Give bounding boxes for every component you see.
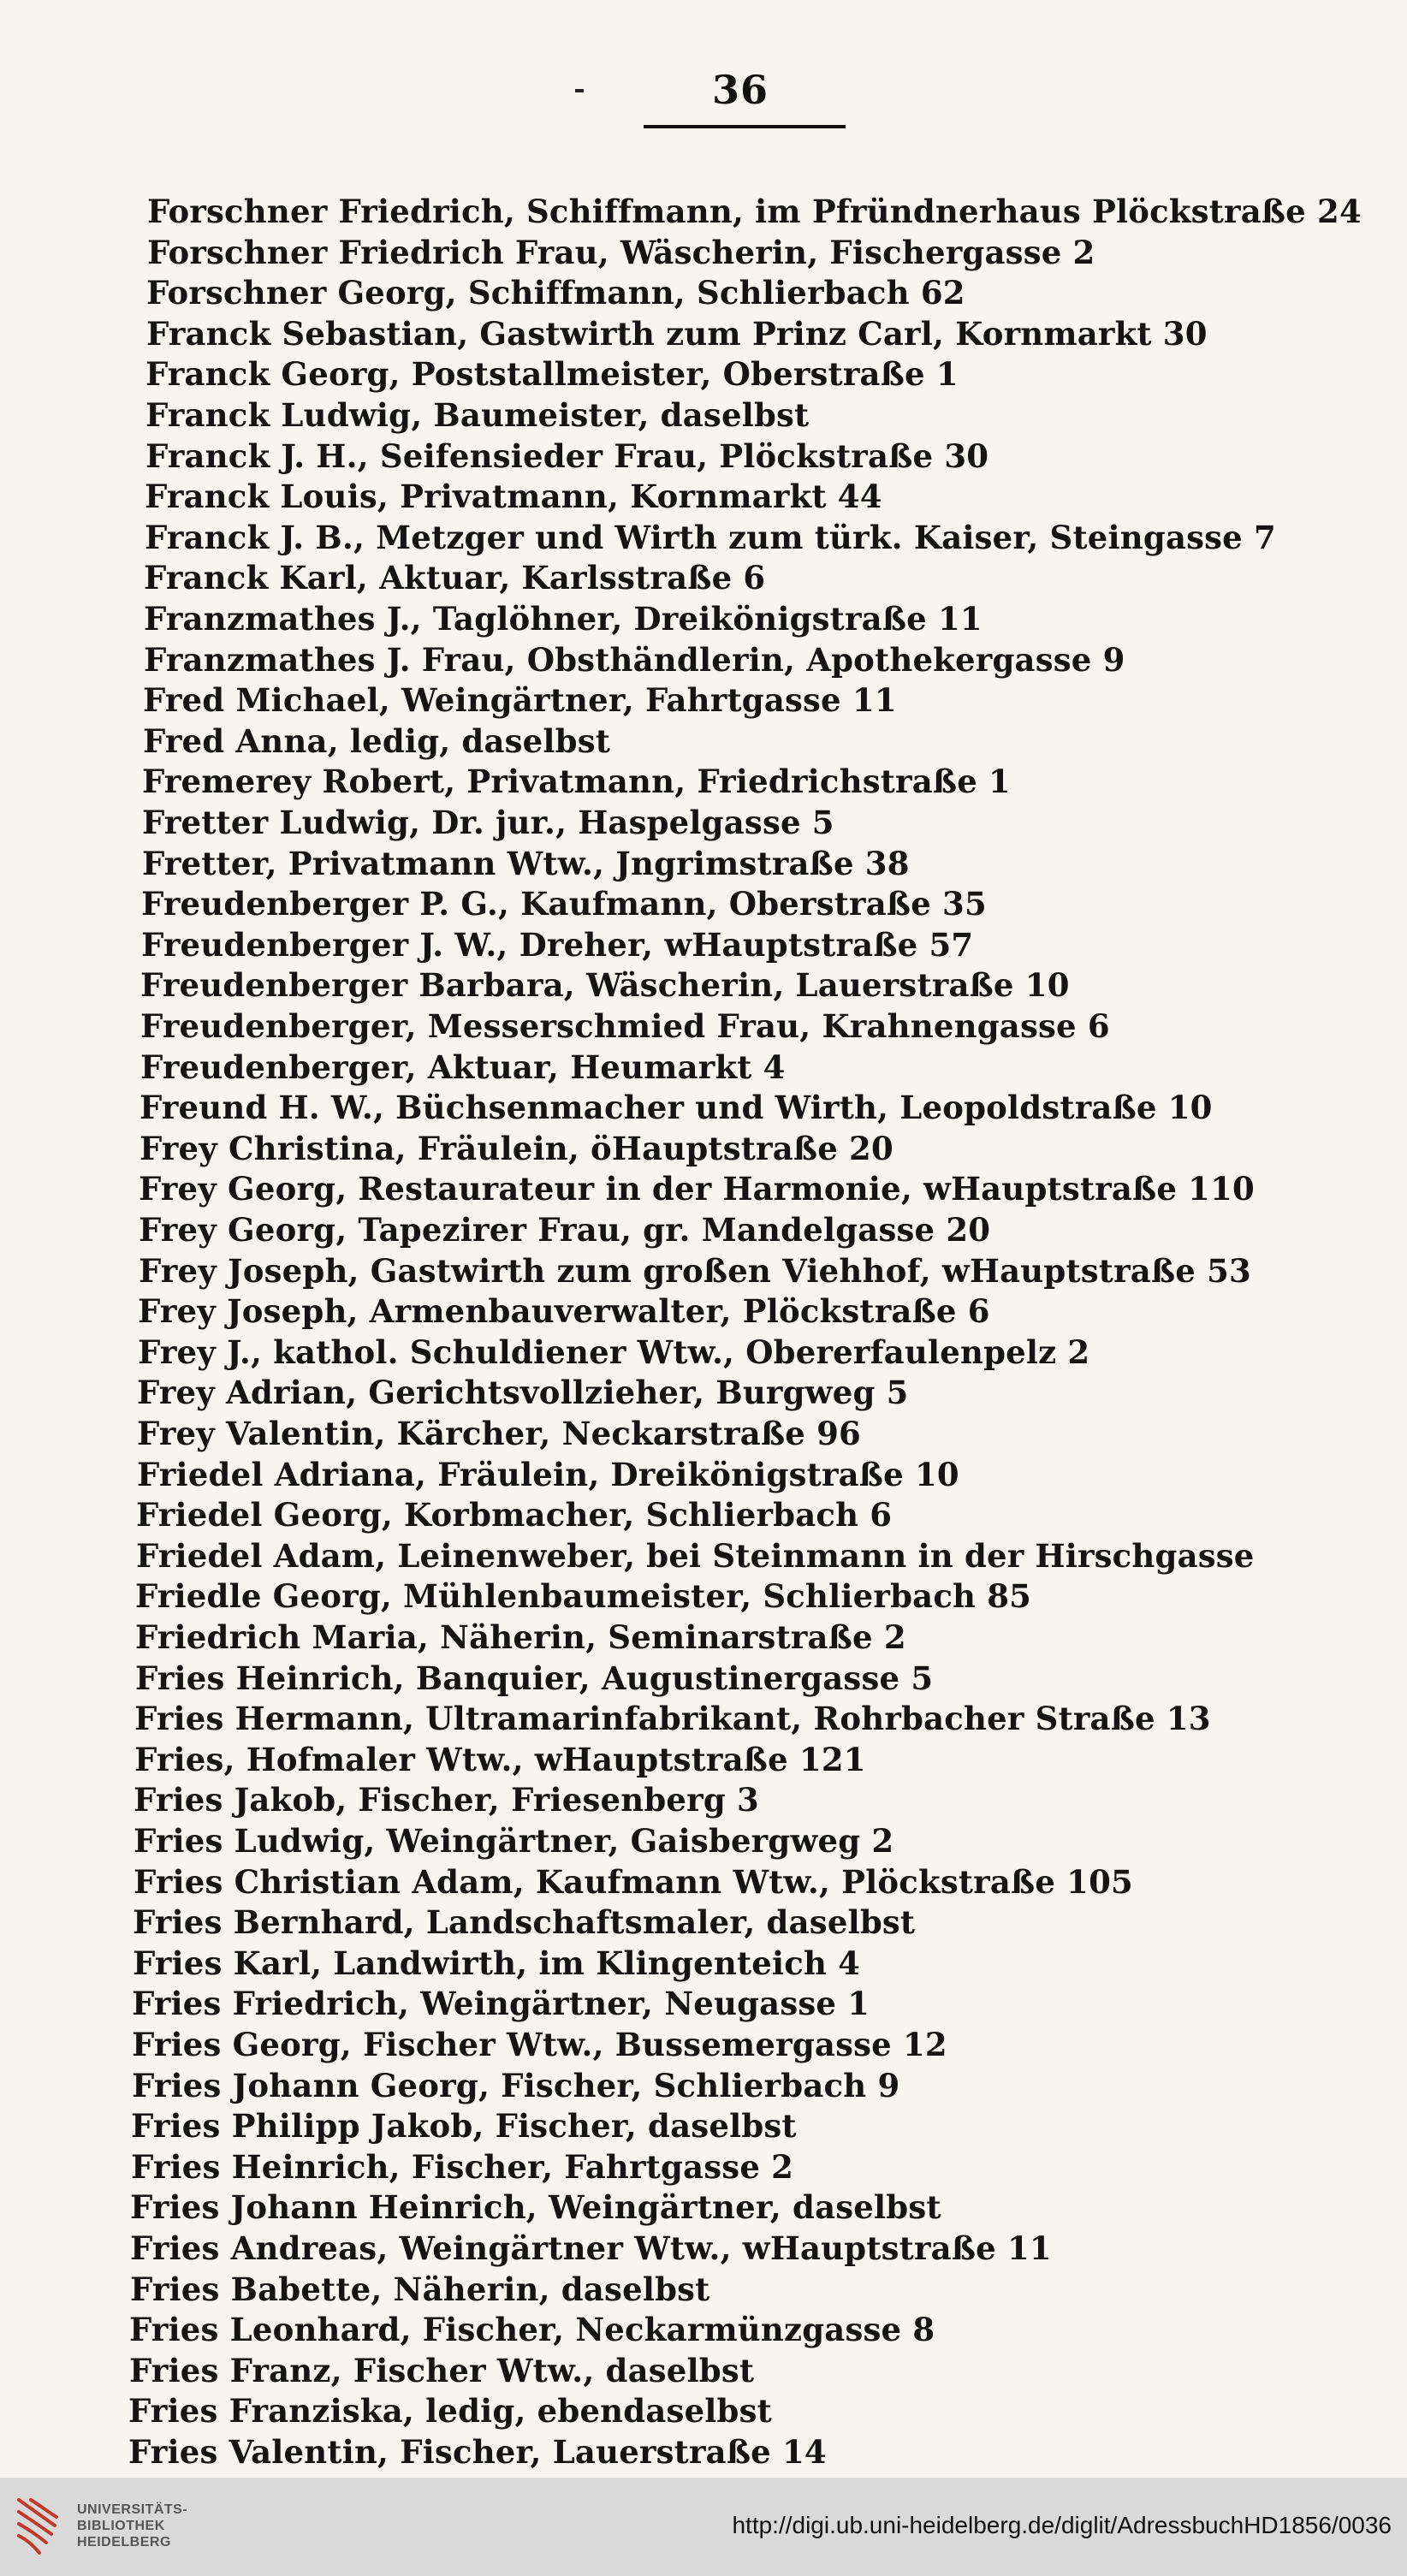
directory-entry: Friedel Adam, Leinenweber, bei Steinmann in der Hirschgasse bbox=[136, 1537, 1255, 1575]
directory-entry: Franck J. B., Metzger und Wirth zum türk. Kaiser, Steingasse 7 bbox=[145, 519, 1276, 556]
directory-entry: Fries Christian Adam, Kaufmann Wtw., Plöckstraße 105 bbox=[134, 1863, 1133, 1901]
directory-entry: Fries Hermann, Ultramarinfabrikant, Rohrbacher Straße 13 bbox=[134, 1700, 1211, 1737]
directory-entry: Freund H. W., Büchsenmacher und Wirth, Leopoldstraße 10 bbox=[140, 1089, 1213, 1126]
directory-entry: Franck Karl, Aktuar, Karlsstraße 6 bbox=[144, 559, 766, 597]
directory-entry: Friedel Georg, Korbmacher, Schlierbach 6 bbox=[136, 1496, 893, 1534]
directory-entry: Forschner Georg, Schiffmann, Schlierbach 62 bbox=[146, 274, 965, 312]
library-name-line: UNIVERSITÄTS- bbox=[77, 2502, 188, 2517]
directory-entry: Fries Heinrich, Banquier, Augustinergasse 5 bbox=[135, 1659, 934, 1697]
directory-entry: Franzmathes J. Frau, Obsthändlerin, Apothekergasse 9 bbox=[144, 641, 1125, 679]
directory-entry: Fries Johann Georg, Fischer, Schlierbach 9 bbox=[132, 2067, 900, 2104]
directory-entry: Franck Ludwig, Baumeister, daselbst bbox=[145, 396, 810, 434]
directory-entry: Friedrich Maria, Näherin, Seminarstraße 2 bbox=[135, 1618, 906, 1656]
directory-entry: Fries Leonhard, Fischer, Neckarmünzgasse 8 bbox=[129, 2311, 935, 2348]
directory-entry: Frey Georg, Restaurateur in der Harmonie, wHauptstraße 110 bbox=[139, 1170, 1255, 1208]
directory-entry: Freudenberger, Aktuar, Heumarkt 4 bbox=[140, 1048, 786, 1086]
directory-entry: Friedle Georg, Mühlenbaumeister, Schlierbach 85 bbox=[135, 1577, 1032, 1615]
directory-entry: Fries Babette, Näherin, daselbst bbox=[130, 2270, 710, 2308]
directory-entry: Franck Sebastian, Gastwirth zum Prinz Carl, Kornmarkt 30 bbox=[146, 315, 1208, 353]
directory-entry: Fries Franziska, ledig, ebendaselbst bbox=[128, 2392, 772, 2430]
directory-entry: Frey J., kathol. Schuldiener Wtw., Obererfaulenpelz 2 bbox=[138, 1333, 1090, 1371]
directory-entry: Frey Joseph, Armenbauverwalter, Plöckstraße 6 bbox=[138, 1292, 990, 1330]
directory-entry: Franck Louis, Privatmann, Kornmarkt 44 bbox=[145, 478, 882, 515]
directory-entry: Franck Georg, Poststallmeister, Oberstraße 1 bbox=[145, 355, 959, 393]
library-name bbox=[77, 2502, 187, 2550]
directory-entry: Fries Bernhard, Landschaftsmaler, daselbst bbox=[133, 1903, 916, 1941]
directory-entry: Freudenberger P. G., Kaufmann, Oberstraße 35 bbox=[141, 885, 987, 923]
library-name-line: HEIDELBERG bbox=[77, 2535, 171, 2549]
directory-entry: Fries Franz, Fischer Wtw., daselbst bbox=[129, 2352, 755, 2389]
directory-entry: Fries Friedrich, Weingärtner, Neugasse 1 bbox=[132, 1985, 870, 2022]
directory-entry: Franck J. H., Seifensieder Frau, Plöckstraße 30 bbox=[145, 437, 989, 475]
directory-entry: Fred Michael, Weingärtner, Fahrtgasse 11 bbox=[143, 681, 897, 719]
university-logo-icon bbox=[14, 2496, 60, 2556]
directory-entry: Fries Ludwig, Weingärtner, Gaisbergweg 2 bbox=[134, 1822, 894, 1860]
directory-entry: Fretter, Privatmann Wtw., Jngrimstraße 38 bbox=[142, 845, 910, 882]
directory-entry: Fremerey Robert, Privatmann, Friedrichstraße 1 bbox=[142, 763, 1011, 800]
directory-entry: Franzmathes J., Taglöhner, Dreikönigstraße 11 bbox=[144, 600, 983, 638]
directory-entry: Frey Joseph, Gastwirth zum großen Viehhof, wHauptstraße 53 bbox=[139, 1252, 1251, 1290]
directory-entry: Forschner Friedrich Frau, Wäscherin, Fischergasse 2 bbox=[147, 234, 1095, 271]
directory-entry: Fries Valentin, Fischer, Lauerstraße 14 bbox=[128, 2433, 827, 2471]
directory-entry: Freudenberger Barbara, Wäscherin, Lauerstraße 10 bbox=[140, 966, 1070, 1004]
viewer-footer bbox=[0, 2478, 1407, 2576]
directory-entry: Freudenberger J. W., Dreher, wHauptstraße 57 bbox=[141, 926, 974, 964]
directory-entry: Forschner Friedrich, Schiffmann, im Pfründnerhaus Plöckstraße 24 bbox=[147, 193, 1362, 230]
directory-entry: Fries Philipp Jakob, Fischer, daselbst bbox=[131, 2107, 797, 2145]
directory-entry: Fries Jakob, Fischer, Friesenberg 3 bbox=[134, 1781, 759, 1819]
directory-entry: Fretter Ludwig, Dr. jur., Haspelgasse 5 bbox=[142, 804, 834, 841]
directory-entry: Frey Adrian, Gerichtsvollzieher, Burgweg 5 bbox=[137, 1374, 909, 1411]
directory-entry: Freudenberger, Messerschmied Frau, Krahnengasse 6 bbox=[140, 1007, 1110, 1045]
directory-entry: Fries Heinrich, Fischer, Fahrtgasse 2 bbox=[131, 2148, 794, 2186]
directory-entry: Fred Anna, ledig, daselbst bbox=[143, 722, 611, 760]
source-url-link[interactable]: http://digi.ub.uni-heidelberg.de/diglit/AdressbuchHD1856/0036 bbox=[732, 2512, 1392, 2538]
directory-entry: Friedel Adriana, Fräulein, Dreikönigstraße 10 bbox=[137, 1456, 959, 1493]
directory-entry: Fries, Hofmaler Wtw., wHauptstraße 121 bbox=[134, 1741, 866, 1778]
library-name-line: BIBLIOTHEK bbox=[77, 2519, 165, 2533]
page-number: 36 bbox=[711, 67, 769, 113]
directory-entry: Fries Georg, Fischer Wtw., Bussemergasse 12 bbox=[132, 2026, 947, 2063]
directory-entry: Frey Valentin, Kärcher, Neckarstraße 96 bbox=[137, 1415, 861, 1452]
directory-entry: Fries Johann Heinrich, Weingärtner, daselbst bbox=[130, 2188, 941, 2226]
directory-entry: Frey Christina, Fräulein, öHauptstraße 20 bbox=[140, 1130, 893, 1167]
directory-entry: Fries Andreas, Weingärtner Wtw., wHauptstraße 11 bbox=[130, 2229, 1052, 2267]
directory-entry: Fries Karl, Landwirth, im Klingenteich 4 bbox=[133, 1944, 861, 1982]
header-rule bbox=[644, 125, 846, 128]
directory-entry: Frey Georg, Tapezirer Frau, gr. Mandelgasse 20 bbox=[139, 1211, 991, 1249]
